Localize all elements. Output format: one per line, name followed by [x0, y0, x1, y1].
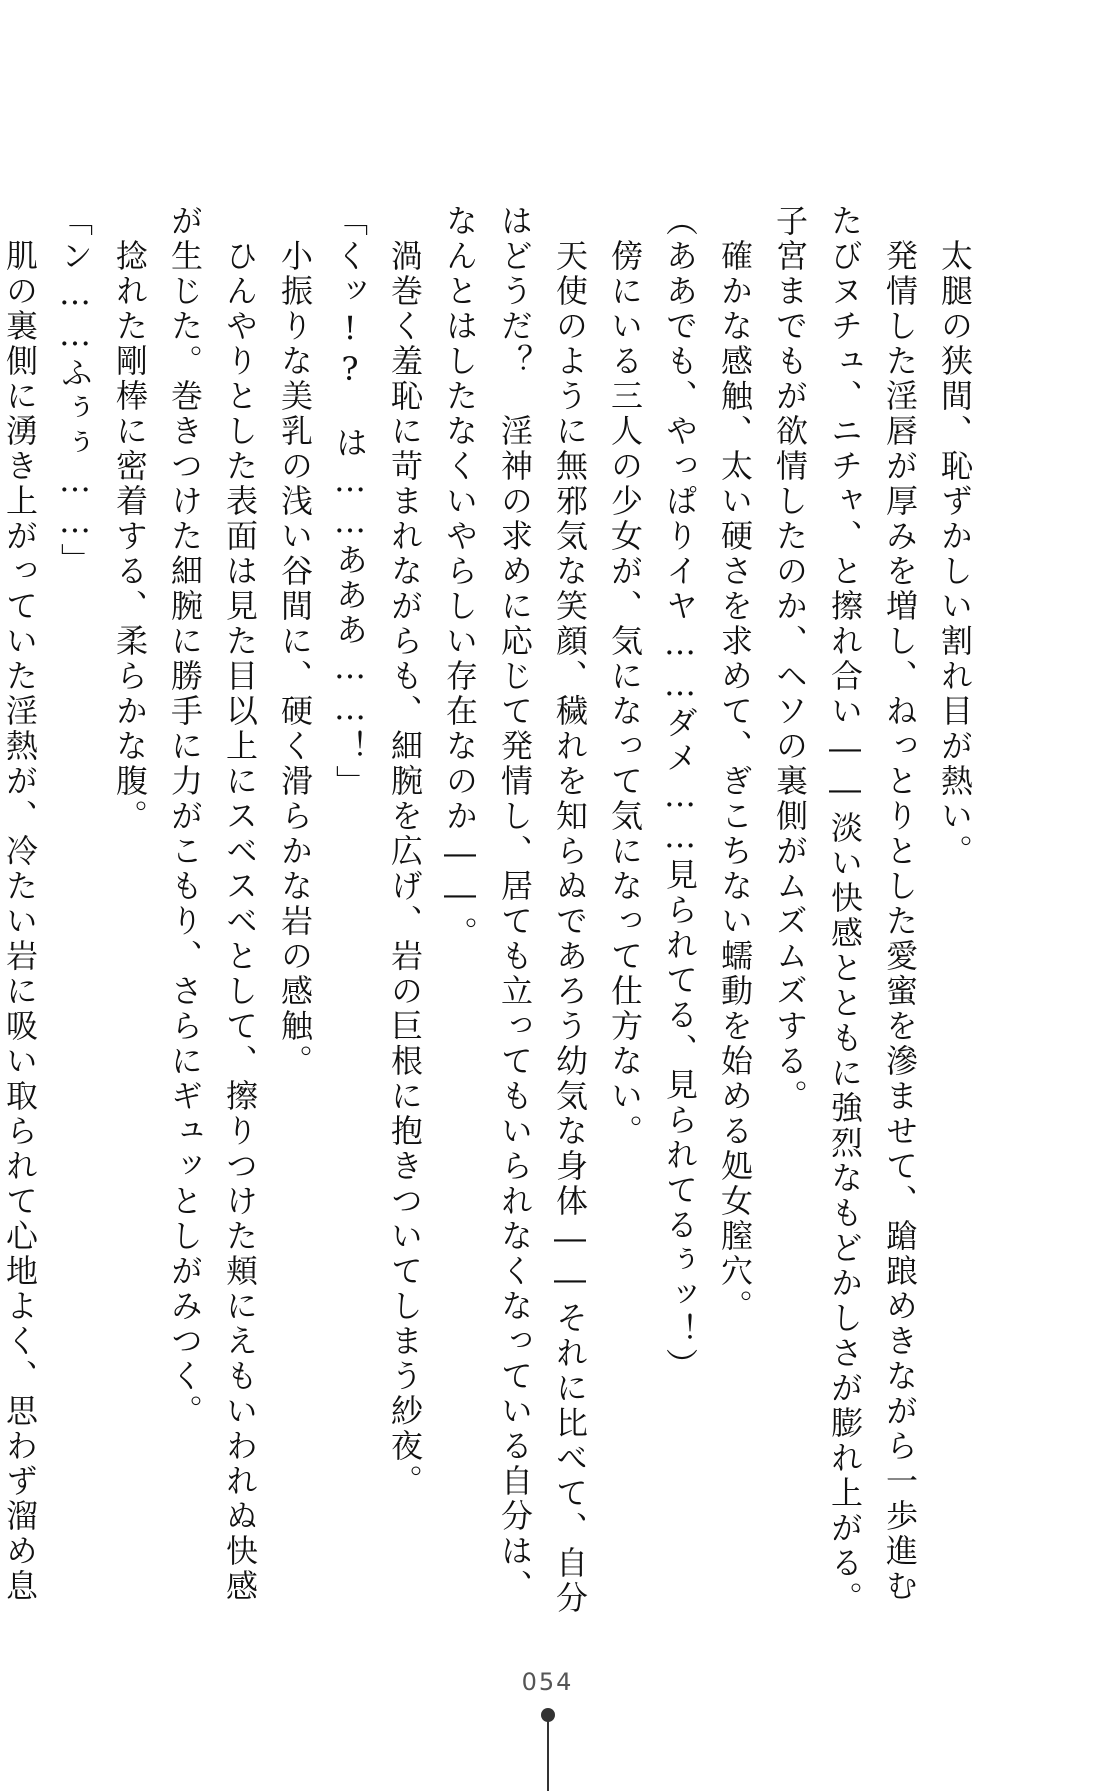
text-line: （ああでも、やっぱりイヤ……ダメ……見られてる、見られてるぅッ！）	[661, 204, 699, 1383]
text-line: 天使のように無邪気な笑顔、穢れを知らぬであろう幼気な身体――それに比べて、自分	[551, 204, 589, 1616]
text-line: ひんやりとした表面は見た目以上にスベスベとして、擦りつけた頬にえもいわれぬ快感	[221, 204, 259, 1604]
text-line: 太腿の狭間、恥ずかしい割れ目が熱い。	[936, 204, 974, 869]
text-line: はどうだ？ 淫神の求めに応じて発情し、居ても立ってもいられなくなっている自分は、	[496, 204, 534, 1604]
page-marker-rule	[547, 1719, 549, 1791]
text-line: 「ン……ふぅぅ……」	[56, 204, 94, 578]
text-line: 「くッ!? は……あああ……！」	[331, 204, 369, 800]
text-line: 発情した淫唇が厚みを増し、ねっとりとした愛蜜を滲ませて、蹌踉めきながら一歩進む	[881, 204, 919, 1604]
page-number: 054	[521, 1668, 574, 1696]
text-line: 傍にいる三人の少女が、気になって気になって仕方ない。	[606, 204, 644, 1149]
text-line: 子宮までもが欲情したのか、ヘソの裏側がムズムズする。	[771, 204, 809, 1114]
body-text-column	[1, 204, 982, 1616]
text-line: たびヌチュ、ニチャ、と擦れ合い――淡い快感とともに強烈なもどかしさが膨れ上がる。	[826, 204, 864, 1616]
text-line: 渦巻く羞恥に苛まれながらも、細腕を広げ、岩の巨根に抱きついてしまう紗夜。	[386, 204, 424, 1499]
text-line: 確かな感触、太い硬さを求めて、ぎこちない蠕動を始める処女膣穴。	[716, 204, 754, 1324]
text-line: 肌の裏側に湧き上がっていた淫熱が、冷たい岩に吸い取られて心地よく、思わず溜め息	[1, 204, 39, 1604]
text-line: が生じた。巻きつけた細腕に勝手に力がこもり、さらにギュッとしがみつく。	[166, 204, 204, 1429]
text-line: 捻れた剛棒に密着する、柔らかな腹。	[111, 204, 149, 834]
text-line: 小振りな美乳の浅い谷間に、硬く滑らかな岩の感触。	[276, 204, 314, 1079]
text-line: なんとはしたなくいやらしい存在なのか――。	[441, 204, 479, 951]
